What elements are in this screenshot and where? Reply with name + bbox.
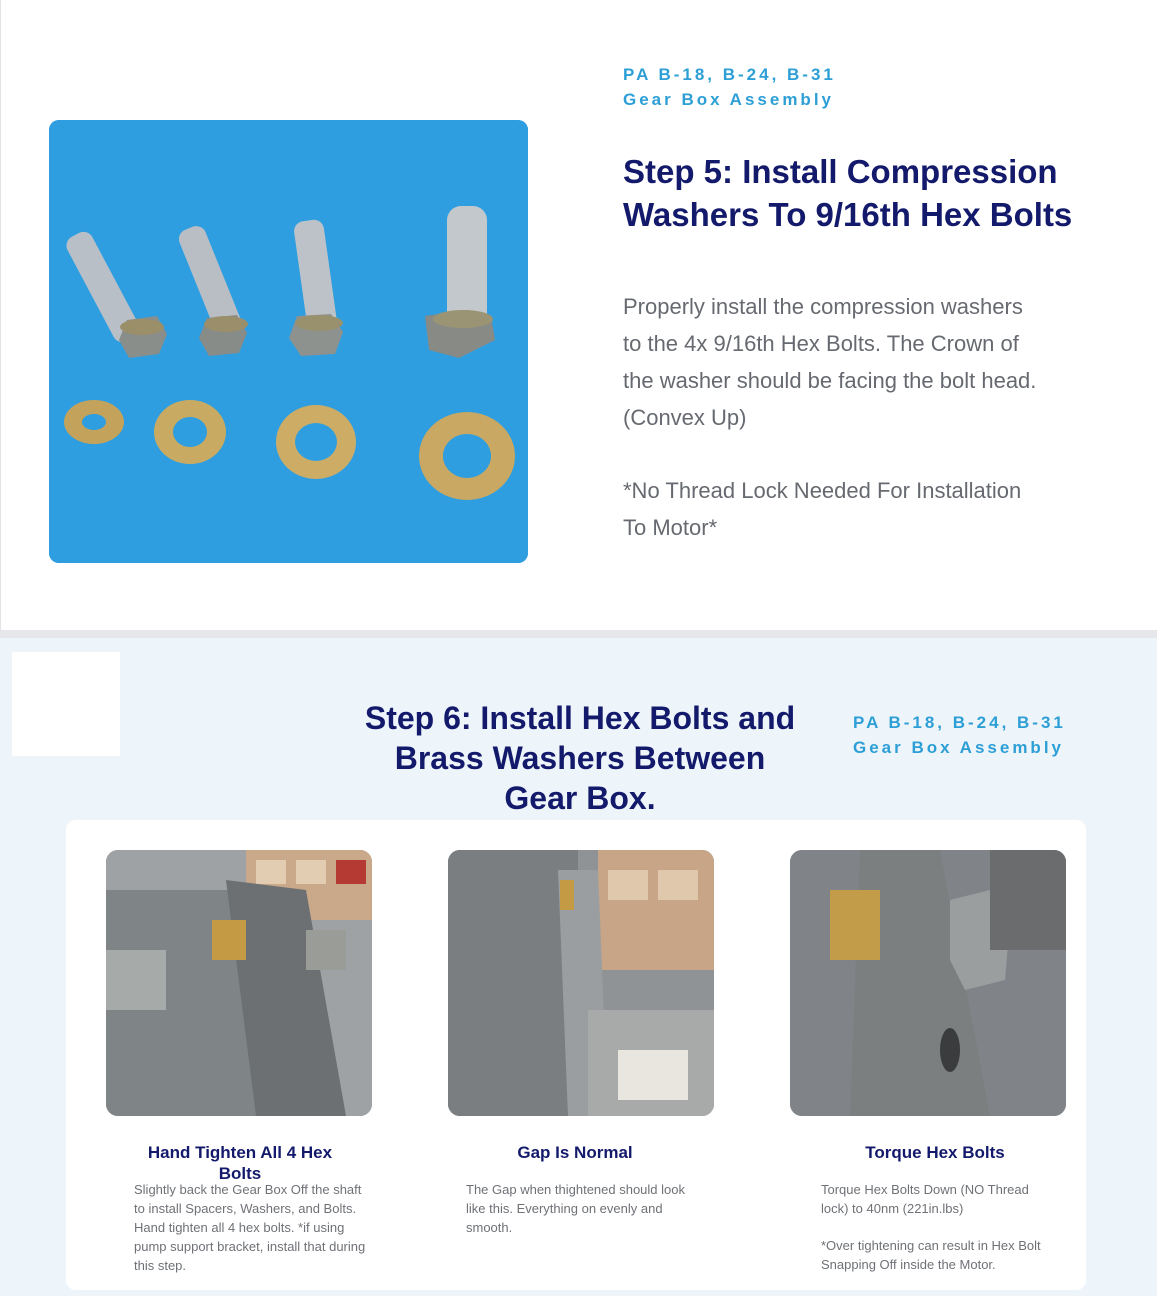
torque-bolts-title: Torque Hex Bolts xyxy=(865,1143,1005,1162)
torque-bolts-photo xyxy=(790,850,1066,1116)
step6-heading: Step 6: Install Hex Bolts and Brass Washers Between Gear Box. xyxy=(364,700,796,816)
hand-tighten-text: Slightly back the Gear Box Off the shaft to install Spacers, Washers, and Bolts. Hand tighten all 4 hex bolts. *if using pump support bracket, install that during this step. xyxy=(134,1182,366,1273)
section-divider xyxy=(0,630,1157,638)
product-assembly: Gear Box Assembly xyxy=(623,90,834,109)
product-models: PA B-18, B-24, B-31 xyxy=(853,713,1066,732)
product-eyebrow-2 xyxy=(853,710,1066,760)
torque-bolts-text: Torque Hex Bolts Down (NO Thread lock) to 40nm (221in.lbs) xyxy=(821,1182,1029,1216)
brass-washer-3 xyxy=(276,405,356,479)
bolts-washers-photo xyxy=(49,120,528,563)
gap-normal-title: Gap Is Normal xyxy=(517,1143,633,1162)
product-models: PA B-18, B-24, B-31 xyxy=(623,65,836,84)
blank-tile xyxy=(12,652,120,756)
step5-instructions: Properly install the compression washers to the 4x 9/16th Hex Bolts. The Crown of the washer should be facing the bolt head. (Convex Up) xyxy=(623,294,1037,430)
product-eyebrow xyxy=(623,62,836,112)
brass-washer-2 xyxy=(154,400,226,464)
step5-note: *No Thread Lock Needed For Installation To Motor* xyxy=(623,478,1022,540)
step5-heading: Step 5: Install Compression Washers To 9/16th Hex Bolts xyxy=(623,153,1073,233)
brass-washer-4 xyxy=(419,412,515,500)
hand-tighten-photo xyxy=(106,850,372,1116)
product-assembly: Gear Box Assembly xyxy=(853,738,1064,757)
torque-warning-note: *Over tightening can result in Hex Bolt Snapping Off inside the Motor. xyxy=(821,1238,1041,1272)
hand-tighten-title: Hand Tighten All 4 Hex Bolts xyxy=(147,1143,333,1183)
gap-normal-photo xyxy=(448,850,714,1116)
brass-washer-1 xyxy=(64,400,124,444)
gap-normal-text: The Gap when thightened should look like this. Everything on evenly and smooth. xyxy=(466,1182,685,1235)
